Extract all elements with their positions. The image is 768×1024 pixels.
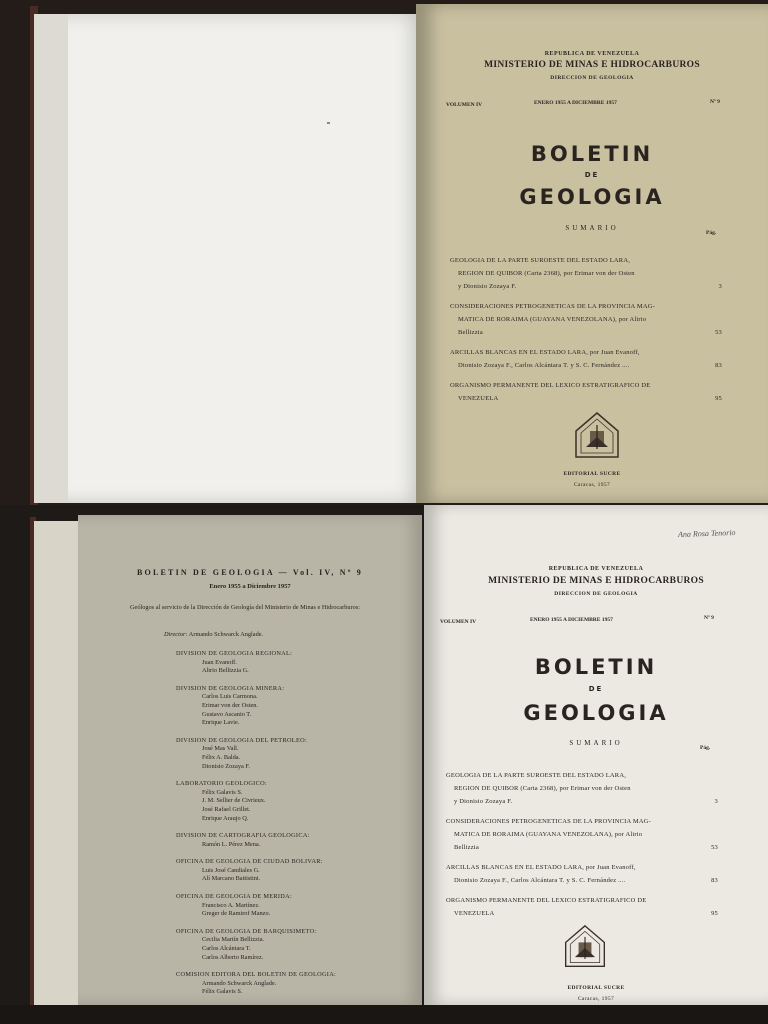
director-name: Armando Schwarck Anglade. — [188, 631, 264, 638]
staff-member: Luis José Candiales G. — [202, 866, 260, 874]
table-of-contents-2 — [446, 769, 718, 927]
top-book-spread — [0, 0, 768, 505]
city-year-2: Caracas, 1957 — [577, 996, 615, 1002]
director-line — [164, 631, 263, 638]
staff-member: Francisco A. Martínez. — [202, 901, 260, 909]
toc-entry-line: Bellizzia — [454, 844, 479, 851]
toc-entry-line: Bellizzia — [458, 329, 483, 336]
toc-entry-line: ARCILLAS BLANCAS EN EL ESTADO LARA, por Juan Evanoff, — [450, 349, 640, 356]
staff-section-title: OFICINA DE GEOLOGIA DE BARQUISIMETO: — [176, 927, 317, 935]
toc-entry — [450, 254, 722, 293]
staff-member: Gustavo Ascanio T. — [202, 710, 252, 718]
toc-entry — [446, 861, 718, 887]
toc-page-number: 3 — [718, 283, 722, 290]
toc-page-number: 95 — [711, 910, 718, 917]
toc-entry-line: VENEZUELA — [458, 395, 499, 402]
toc-entry-line: Dionisio Zozaya F., Carlos Alcántara T. y S. C. Fernández .... — [454, 877, 626, 884]
toc-entry-line: CONSIDERACIONES PETROGENETICAS DE LA PROVINCIA MAG- — [450, 303, 656, 310]
title-page-top — [416, 4, 768, 503]
publisher-2: EDITORIAL SUCRE — [567, 985, 625, 991]
staff-section-title: DIVISION DE GEOLOGIA MINERA: — [176, 684, 285, 692]
page-column-label: Pág. — [706, 230, 717, 236]
staff-member: Ramón L. Pérez Mena. — [202, 840, 261, 848]
staff-member: Alirio Bellizzia G. — [202, 667, 249, 675]
volume-label-2: VOLUMEN IV — [440, 619, 477, 625]
toc-entry-line: ORGANISMO PERMANENTE DEL LEXICO ESTRATIGRAFICO DE — [446, 897, 647, 904]
staff-section-title: OFICINA DE GEOLOGIA DE CIUDAD BOLIVAR: — [176, 858, 323, 866]
toc-page-number: 83 — [715, 362, 722, 369]
staff-member: Greger de Ramirof Manzo. — [202, 910, 271, 918]
title-de-2: DE — [588, 685, 604, 693]
staff-sections — [176, 641, 416, 997]
toc-entry-line: REGION DE QUIBOR (Carta 2368), por Erimar von der Osten — [458, 270, 635, 277]
publisher: EDITORIAL SUCRE — [563, 471, 621, 477]
ministry-emblem-icon-2 — [562, 924, 608, 970]
director-label: Director: — [164, 631, 188, 638]
staff-member: Alí Marcano Battistini. — [202, 875, 261, 883]
toc-entry-line: ORGANISMO PERMANENTE DEL LEXICO ESTRATIGRAFICO DE — [450, 382, 651, 389]
toc-entry-line: y Dionisio Zozaya F. — [458, 283, 517, 290]
staff-dates: Enero 1955 a Diciembre 1957 — [209, 583, 291, 590]
toc-entry — [450, 300, 722, 339]
toc-entry — [450, 346, 722, 372]
staff-section-title: DIVISION DE GEOLOGIA REGIONAL: — [176, 650, 293, 657]
issue-number-2: Nº 9 — [704, 615, 714, 621]
staff-member: Carlos Luis Carmona. — [202, 693, 258, 701]
staff-member: Erimar von der Osten. — [202, 701, 258, 709]
toc-entry-line: GEOLOGIA DE LA PARTE SUROESTE DEL ESTADO LARA, — [450, 257, 631, 264]
toc-entry — [446, 815, 718, 854]
toc-page-number: 53 — [715, 329, 722, 336]
staff-member: Félix Galavis S. — [202, 788, 243, 796]
toc-entry-line: VENEZUELA — [454, 910, 495, 917]
ministry-emblem-icon — [572, 411, 622, 461]
toc-page-number: 3 — [714, 798, 718, 805]
page-edge-stack — [34, 521, 82, 1005]
toc-entry-line: ARCILLAS BLANCAS EN EL ESTADO LARA, por Juan Evanoff, — [446, 864, 636, 871]
bottom-book-spread — [0, 505, 768, 1005]
running-header: BOLETIN DE GEOLOGIA — Vol. IV, Nº 9 — [137, 568, 363, 577]
toc-page-number: 95 — [715, 395, 722, 402]
toc-page-number: 53 — [711, 844, 718, 851]
staff-member: Dionisio Zozaya F. — [202, 762, 250, 770]
toc-entry-line: GEOLOGIA DE LA PARTE SUROESTE DEL ESTADO LARA, — [446, 772, 627, 779]
staff-member: Juan Evanoff. — [202, 658, 237, 666]
toc-entry-line: MATICA DE RORAIMA (GUAYANA VENEZOLANA), por Alirio — [454, 831, 643, 838]
page-edge — [34, 14, 68, 503]
staff-section-title: DIVISION DE GEOLOGIA DEL PETROLEO: — [176, 736, 307, 744]
title-page-bottom — [424, 505, 768, 1005]
toc-entry — [446, 769, 718, 808]
staff-member: Félix Galavis S. — [202, 988, 243, 996]
title-boletin-2: BOLETIN — [534, 655, 658, 679]
date-range-2: ENERO 1955 A DICIEMBRE 1957 — [530, 617, 613, 623]
date-range: ENERO 1955 A DICIEMBRE 1957 — [534, 100, 617, 106]
republic-label: REPUBLICA DE VENEZUELA — [544, 51, 640, 57]
staff-section-title: COMISION EDITORA DEL BOLETIN DE GEOLOGIA: — [176, 971, 337, 979]
toc-entry-line: REGION DE QUIBOR (Carta 2368), por Erimar von der Osten — [454, 785, 631, 792]
direction-label: DIRECCION DE GEOLOGIA — [550, 75, 634, 81]
sumario-heading-2: SUMARIO — [569, 739, 623, 747]
staff-list-page — [78, 515, 422, 1005]
handwritten-signature: Ana Rosa Tenorio — [677, 527, 736, 540]
title-boletin: BOLETIN — [530, 142, 654, 166]
city-year: Caracas, 1957 — [573, 482, 611, 488]
staff-member: Cecilia Martín Bellizzia. — [202, 936, 265, 944]
ministry-label: MINISTERIO DE MINAS E HIDROCARBUROS — [484, 60, 700, 70]
staff-section-title: DIVISION DE CARTOGRAFIA GEOLOGICA: — [176, 832, 310, 840]
toc-entry-line: CONSIDERACIONES PETROGENETICAS DE LA PROVINCIA MAG- — [446, 818, 652, 825]
staff-section-title: LABORATORIO GEOLOGICO: — [176, 780, 267, 788]
title-geologia: GEOLOGIA — [519, 185, 665, 209]
direction-label-2: DIRECCION DE GEOLOGIA — [554, 591, 638, 597]
toc-entry-line: MATICA DE RORAIMA (GUAYANA VENEZOLANA), por Alirio — [458, 316, 647, 323]
table-of-contents — [450, 254, 722, 412]
staff-member: José Mas Vall. — [202, 745, 239, 753]
ministry-label-2: MINISTERIO DE MINAS E HIDROCARBUROS — [488, 576, 704, 586]
staff-section-title: OFICINA DE GEOLOGIA DE MERIDA: — [176, 893, 293, 901]
title-geologia-2: GEOLOGIA — [523, 701, 669, 725]
staff-member: J. M. Sellier de Civrieux. — [202, 797, 266, 805]
toc-page-number: 83 — [711, 877, 718, 884]
staff-member: Carlos Alcántara T. — [202, 945, 251, 953]
sumario-heading: SUMARIO — [565, 224, 619, 232]
staff-member: Enrique Lavie. — [202, 719, 240, 727]
toc-entry-line: y Dionisio Zozaya F. — [454, 798, 513, 805]
staff-member: José Rafael Grillet. — [202, 805, 251, 813]
staff-member: Enrique Araujo Q. — [202, 814, 249, 822]
blank-page — [34, 14, 426, 503]
staff-member: Armando Schwarck Anglade. — [202, 979, 277, 987]
issue-number: Nº 9 — [710, 99, 720, 105]
toc-entry — [446, 894, 718, 920]
staff-member: Félix A. Balda. — [202, 753, 241, 761]
title-de: DE — [584, 171, 600, 179]
staff-member: Carlos Alberto Ramírez. — [202, 953, 264, 961]
paper-speck — [327, 122, 330, 124]
page-column-label-2: Pág. — [700, 745, 711, 751]
volume-label: VOLUMEN IV — [446, 102, 483, 108]
toc-entry — [450, 379, 722, 405]
toc-entry-line: Dionisio Zozaya F., Carlos Alcántara T. y S. C. Fernández .... — [458, 362, 630, 369]
staff-intro: Geólogos al servicio de la Dirección de Geología del Ministerio de Minas e Hidrocarburos: — [130, 604, 360, 611]
republic-label-2: REPUBLICA DE VENEZUELA — [548, 566, 644, 572]
